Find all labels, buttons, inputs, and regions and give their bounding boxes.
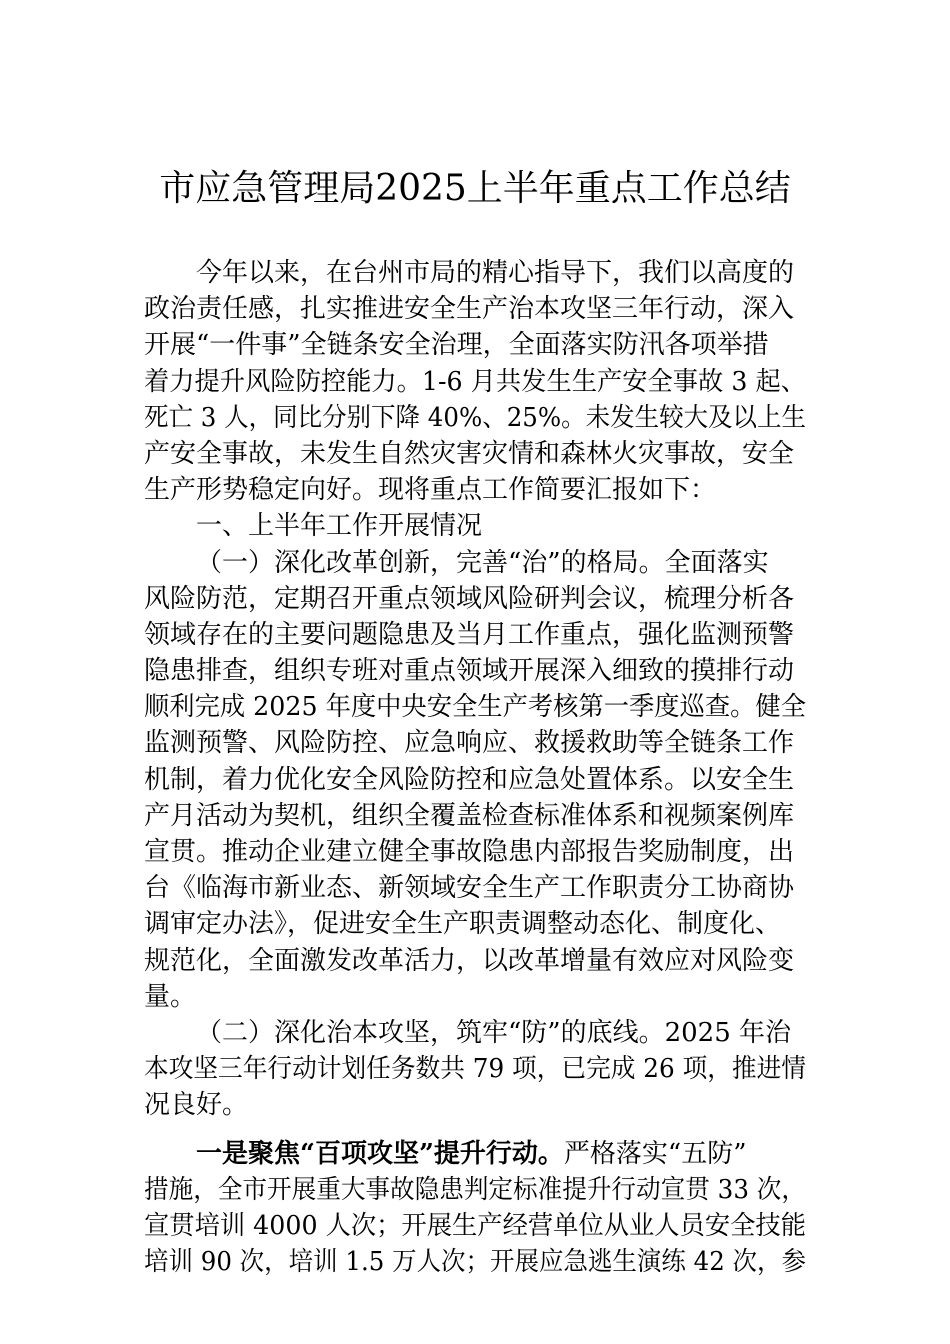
text-line: [144, 1208, 806, 1244]
text-line: [144, 689, 806, 725]
line-text: （一）深化改革创新，完善“治”的格局。全面落实: [196, 547, 769, 578]
line-inner: [144, 327, 769, 363]
line-text: 隐患排查，组织专班对重点领域开展深入细致的摸排行动: [144, 656, 795, 687]
line-text: 培训 90 次，培训 1.5 万人次；开展应急逃生演练 42 次，参: [144, 1247, 806, 1278]
line-inner: [144, 979, 196, 1015]
line-inner: [144, 943, 794, 979]
line-inner: [144, 762, 794, 798]
line-text: 措施，全市开展重大事故隐患判定标准提升行动宣贯 33 次，: [144, 1174, 806, 1205]
text-line: [144, 581, 806, 617]
line-text: 量。: [144, 981, 197, 1012]
line-inner: [144, 834, 794, 870]
line-inner: [144, 291, 794, 327]
line-text: 产月活动为契机，组织全覆盖检查标准体系和视频案例库: [144, 800, 795, 831]
text-line: [144, 400, 806, 436]
line-inner: [144, 1172, 806, 1208]
text-line: [144, 653, 806, 689]
text-line: [144, 1015, 806, 1051]
line-inner: [196, 255, 794, 291]
line-inner: [144, 1208, 806, 1244]
text-line: [144, 1172, 806, 1208]
line-inner: [144, 1051, 806, 1087]
line-inner: [144, 400, 806, 436]
line-inner: [144, 798, 794, 834]
text-line: [144, 327, 806, 363]
line-inner: [196, 508, 482, 544]
text-line: [144, 508, 806, 544]
text-line: [144, 762, 806, 798]
line-text: （二）深化治本攻坚，筑牢“防”的底线。2025 年治: [196, 1017, 792, 1048]
text-line: [144, 1136, 806, 1172]
line-text: 今年以来，在台州市局的精心指导下，我们以高度的: [196, 258, 795, 288]
text-line: [144, 834, 806, 870]
text-line: [144, 725, 806, 761]
text-line: [144, 617, 806, 653]
line-inner: [144, 870, 794, 906]
text-line: [144, 943, 806, 979]
line-inner: [144, 725, 794, 761]
text-line: [144, 291, 806, 327]
text-line: [144, 364, 806, 400]
line-text: 监测预警、风险防控、应急响应、救援救助等全链条工作: [144, 728, 795, 759]
text-line: [144, 472, 806, 508]
line-text: 一、上半年工作开展情况: [196, 511, 483, 542]
text-line: [144, 545, 806, 581]
line-text: 况良好。: [144, 1090, 249, 1121]
line-inner: [144, 472, 716, 508]
text-line: [144, 906, 806, 942]
line-text: 规范化，全面激发改革活力，以改革增量有效应对风险变: [144, 945, 795, 976]
line-inner: [144, 436, 794, 472]
line-text: 生产形势稳定向好。现将重点工作简要汇报如下：: [144, 475, 717, 506]
line-text: 调审定办法》，促进安全生产职责调整动态化、制度化、: [144, 909, 782, 940]
line-inner: [196, 1015, 791, 1051]
line-text: 政治责任感，扎实推进安全生产治本攻坚三年行动，深入: [144, 294, 795, 325]
line-inner: [144, 1087, 248, 1123]
line-inner: [144, 906, 781, 942]
line-text: 风险防范，定期召开重点领域风险研判会议，梳理分析各: [144, 583, 795, 614]
line-inner: [144, 689, 806, 725]
line-inner: [144, 617, 794, 653]
line-inner: [144, 1244, 806, 1280]
paragraph-gap: [144, 1124, 806, 1136]
line-inner: [144, 653, 794, 689]
line-text: 死亡 3 人，同比分别下降 40%、25%。未发生较大及以上生: [144, 402, 806, 433]
line-text: 宣贯培训 4000 人次；开展生产经营单位从业人员安全技能: [144, 1210, 806, 1241]
text-line: [144, 798, 806, 834]
text-line: [144, 979, 806, 1015]
line-text: 台《临海市新业态、新领域安全生产工作职责分工协商协: [144, 873, 795, 904]
line-text: 领域存在的主要问题隐患及当月工作重点，强化监测预警: [144, 619, 795, 650]
line-text: 产安全事故，未发生自然灾害灾情和森林火灾事故，安全: [144, 438, 795, 469]
line-text: 本攻坚三年行动计划任务数共 79 项，已完成 26 项，推进情: [144, 1054, 806, 1085]
text-line: [144, 1087, 806, 1123]
line-text: 着力提升风险防控能力。1-6 月共发生生产安全事故 3 起、: [144, 366, 806, 397]
text-line: [144, 436, 806, 472]
line-inner: [196, 545, 769, 581]
line-text: 顺利完成 2025 年度中央安全生产考核第一季度巡查。健全: [144, 692, 806, 723]
page-title: 市应急管理局2025上半年重点工作总结: [159, 168, 791, 209]
text-line: [144, 1051, 806, 1087]
bold-lead-text: 一是聚焦“百项攻坚”提升行动。: [196, 1138, 564, 1169]
line-inner: [144, 364, 806, 400]
text-line: [144, 870, 806, 906]
line-text: 严格落实“五防”: [563, 1138, 747, 1169]
line-text: 宣贯。推动企业建立健全事故隐患内部报告奖励制度，出: [144, 837, 795, 867]
text-line: [144, 255, 806, 291]
line-inner: [196, 1136, 747, 1172]
document-body: [144, 255, 806, 1280]
line-text: 机制，着力优化安全风险防控和应急处置体系。以安全生: [144, 764, 795, 795]
line-text: 开展“一件事”全链条安全治理，全面落实防汛各项举措: [144, 330, 769, 361]
line-inner: [144, 581, 794, 617]
text-line: [144, 1244, 806, 1280]
